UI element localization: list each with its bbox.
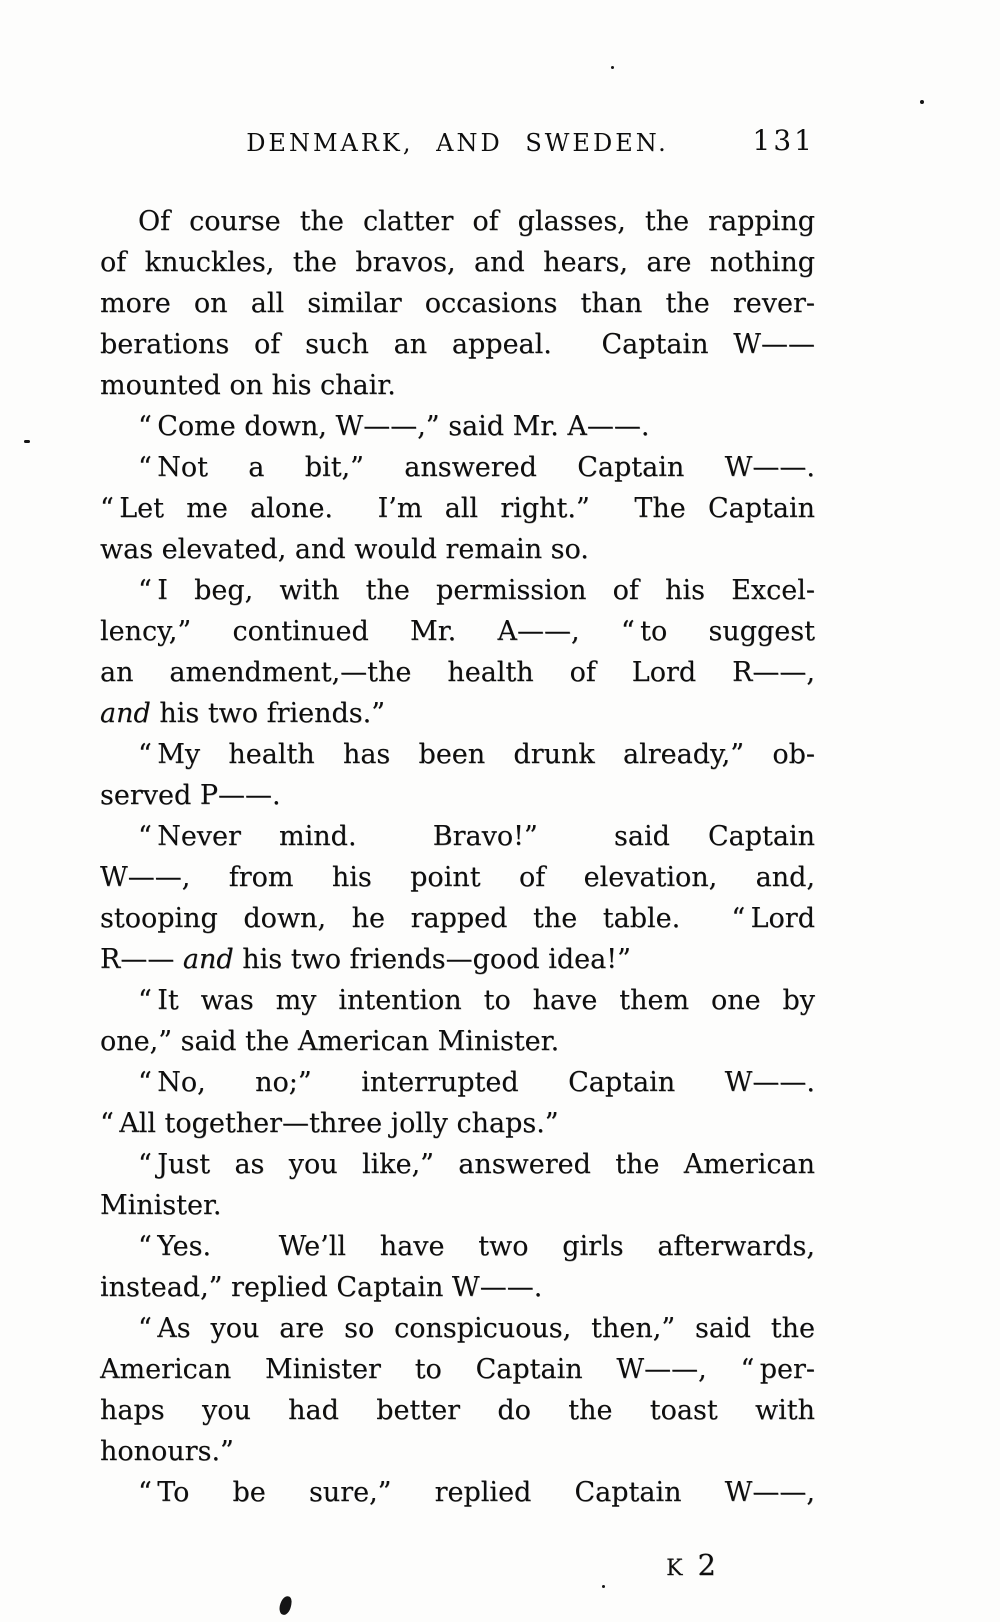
text-line — [100, 652, 815, 693]
running-head-title: DENMARK, AND SWEDEN. — [246, 129, 669, 157]
text-line — [100, 1021, 815, 1062]
italic-text-run: and — [182, 944, 234, 975]
text-run: lency,” continued Mr. A——, “ to suggest — [100, 616, 815, 647]
text-run: “ To be sure,” replied Captain W——, — [138, 1477, 815, 1508]
text-run: “ My health has been drunk already,” ob- — [138, 739, 815, 770]
text-line — [100, 1390, 815, 1431]
text-run: “ Never mind. Bravo!” said Captain — [138, 821, 815, 852]
text-run: “ All together—three jolly chaps.” — [100, 1108, 559, 1139]
text-line — [100, 693, 815, 734]
text-line — [100, 1144, 815, 1185]
text-run: “ Not a bit,” answered Captain W——. — [138, 452, 815, 483]
text-line — [100, 1431, 815, 1472]
text-line — [100, 283, 815, 324]
text-run: “ Just as you like,” answered the American — [138, 1149, 815, 1180]
text-line — [100, 406, 815, 447]
text-run: “ Let me alone. I’m all right.” The Captain — [100, 493, 815, 524]
paragraph — [100, 1144, 815, 1226]
text-line — [100, 570, 815, 611]
paragraph — [100, 816, 815, 980]
paragraph — [100, 734, 815, 816]
text-run: his two friends.” — [150, 698, 386, 729]
signature-number: 2 — [697, 1548, 716, 1582]
text-line — [100, 775, 815, 816]
text-run: “ I beg, with the permission of his Excel- — [138, 575, 815, 606]
text-run: W——, from his point of elevation, and, — [100, 862, 815, 893]
text-line — [100, 1472, 815, 1513]
text-line — [100, 1349, 815, 1390]
text-line — [100, 365, 815, 406]
text-line — [100, 488, 815, 529]
text-run: American Minister to Captain W——, “ per- — [100, 1354, 815, 1385]
ink-blot — [278, 1595, 293, 1616]
text-line — [100, 1267, 815, 1308]
ink-speck — [920, 100, 924, 104]
text-line — [100, 447, 815, 488]
text-line — [100, 1185, 815, 1226]
paragraph — [100, 1308, 815, 1472]
text-run: more on all similar occasions than the rever- — [100, 288, 815, 319]
text-line — [100, 201, 815, 242]
paragraph — [100, 201, 815, 406]
text-run: mounted on his chair. — [100, 370, 396, 401]
text-line — [100, 980, 815, 1021]
text-line — [100, 857, 815, 898]
text-line — [100, 324, 815, 365]
ink-speck — [602, 1585, 605, 1588]
text-run: Minister. — [100, 1190, 222, 1221]
text-line — [100, 734, 815, 775]
text-line — [100, 611, 815, 652]
text-run: instead,” replied Captain W——. — [100, 1272, 543, 1303]
text-run: was elevated, and would remain so. — [100, 534, 589, 565]
paragraph — [100, 980, 815, 1062]
text-run: one,” said the American Minister. — [100, 1026, 560, 1057]
text-line — [100, 1226, 815, 1267]
text-line — [100, 816, 815, 857]
paragraph — [100, 1062, 815, 1144]
ink-speck — [611, 66, 614, 69]
text-run: “ Come down, W——,” said Mr. A——. — [138, 411, 650, 442]
text-run: his two friends—good idea!” — [233, 944, 631, 975]
text-line — [100, 898, 815, 939]
text-run: an amendment,—the health of Lord R——, — [100, 657, 815, 688]
text-line — [100, 939, 815, 980]
text-line — [100, 1062, 815, 1103]
text-line — [100, 242, 815, 283]
text-run: “ Yes. We’ll have two girls afterwards, — [138, 1231, 815, 1262]
text-run: haps you had better do the toast with — [100, 1395, 815, 1426]
text-run: berations of such an appeal. Captain W—— — [100, 329, 815, 360]
text-run: “ As you are so conspicuous, then,” said the — [138, 1313, 815, 1344]
paragraph — [100, 570, 815, 734]
italic-text-run: and — [100, 698, 151, 729]
text-line — [100, 1308, 815, 1349]
paragraph — [100, 1226, 815, 1308]
text-run: R—— — [100, 944, 183, 975]
text-run: honours.” — [100, 1436, 234, 1467]
text-run: of knuckles, the bravos, and hears, are nothing — [100, 247, 815, 278]
text-line — [100, 529, 815, 570]
text-run: “ It was my intention to have them one by — [138, 985, 815, 1016]
text-line — [100, 1103, 815, 1144]
paragraph — [100, 447, 815, 570]
ink-speck — [24, 440, 30, 443]
text-run: stooping down, he rapped the table. “ Lord — [100, 903, 815, 934]
signature-letter: K — [666, 1556, 684, 1581]
paragraph — [100, 406, 815, 447]
signature-mark — [100, 1548, 716, 1582]
text-body — [100, 201, 815, 1513]
text-run: Of course the clatter of glasses, the rapping — [138, 206, 815, 237]
paragraph — [100, 1472, 815, 1513]
page-number: 131 — [752, 124, 815, 157]
text-run: “ No, no;” interrupted Captain W——. — [138, 1067, 815, 1098]
text-run: served P——. — [100, 780, 281, 811]
